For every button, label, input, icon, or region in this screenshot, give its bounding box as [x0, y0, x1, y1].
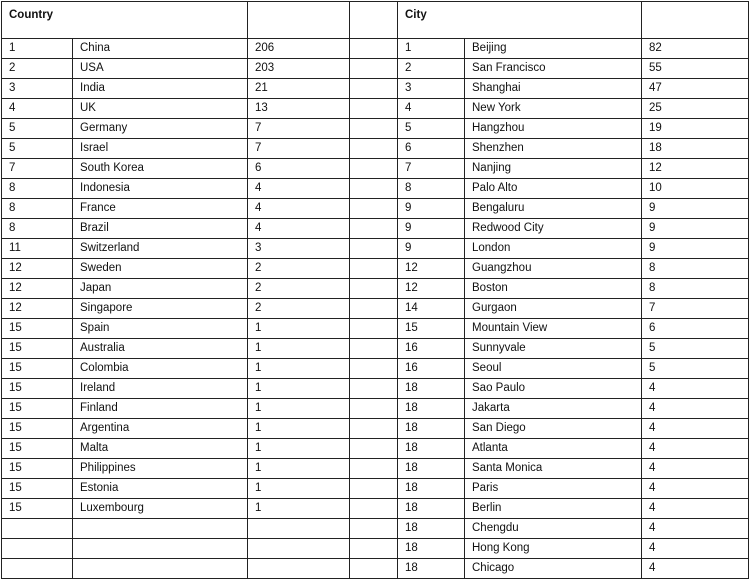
country-name-cell: Ireland: [73, 379, 248, 399]
city-rank-cell: 15: [398, 319, 465, 339]
country-count-cell: 3: [248, 239, 350, 259]
country-name-cell: Singapore: [73, 299, 248, 319]
city-name-cell: Berlin: [465, 499, 642, 519]
country-count-cell: 1: [248, 379, 350, 399]
city-count-cell: 9: [642, 239, 749, 259]
city-rank-cell: 18: [398, 539, 465, 559]
city-count-cell: 47: [642, 79, 749, 99]
city-name-cell: Chicago: [465, 559, 642, 579]
gap-cell: [350, 239, 398, 259]
country-rank-cell: 5: [2, 139, 73, 159]
country-name-cell: Malta: [73, 439, 248, 459]
country-rank-cell: [2, 539, 73, 559]
table-row: [2, 539, 749, 559]
country-name-cell: Colombia: [73, 359, 248, 379]
city-name-cell: Nanjing: [465, 159, 642, 179]
city-name-cell: Sunnyvale: [465, 339, 642, 359]
city-rank-cell: 14: [398, 299, 465, 319]
city-name-cell: Hong Kong: [465, 539, 642, 559]
country-name-cell: India: [73, 79, 248, 99]
city-count-cell: 4: [642, 399, 749, 419]
table-row: [2, 119, 749, 139]
city-name-cell: Gurgaon: [465, 299, 642, 319]
table-row: [2, 99, 749, 119]
city-count-cell: 5: [642, 339, 749, 359]
country-count-cell: [248, 539, 350, 559]
city-name-cell: Sao Paulo: [465, 379, 642, 399]
city-name-cell: Seoul: [465, 359, 642, 379]
city-count-cell: 4: [642, 499, 749, 519]
city-count-cell: 7: [642, 299, 749, 319]
country-rank-cell: 8: [2, 199, 73, 219]
country-count-cell: 1: [248, 419, 350, 439]
country-count-cell: 206: [248, 39, 350, 59]
city-count-cell: 82: [642, 39, 749, 59]
table-row: [2, 399, 749, 419]
table-row: [2, 139, 749, 159]
gap-cell: [350, 459, 398, 479]
country-name-cell: [73, 559, 248, 579]
city-rank-cell: 2: [398, 59, 465, 79]
city-count-cell: 4: [642, 479, 749, 499]
city-rank-cell: 12: [398, 259, 465, 279]
table-row: [2, 159, 749, 179]
city-rank-cell: 18: [398, 379, 465, 399]
city-rank-cell: 18: [398, 459, 465, 479]
country-rank-cell: 15: [2, 339, 73, 359]
gap-header: [350, 2, 398, 39]
table-row: [2, 219, 749, 239]
gap-cell: [350, 299, 398, 319]
table-row: [2, 339, 749, 359]
city-count-cell: 10: [642, 179, 749, 199]
country-count-header: [248, 2, 350, 39]
city-rank-cell: 5: [398, 119, 465, 139]
table-row: [2, 479, 749, 499]
city-rank-cell: 8: [398, 179, 465, 199]
country-rank-cell: 15: [2, 459, 73, 479]
city-name-cell: Beijing: [465, 39, 642, 59]
country-rank-cell: 8: [2, 219, 73, 239]
city-header: City: [398, 2, 642, 39]
city-rank-cell: 16: [398, 359, 465, 379]
city-name-cell: Paris: [465, 479, 642, 499]
country-name-cell: South Korea: [73, 159, 248, 179]
country-rank-cell: 12: [2, 299, 73, 319]
country-rank-cell: 15: [2, 399, 73, 419]
country-rank-cell: 1: [2, 39, 73, 59]
city-rank-cell: 12: [398, 279, 465, 299]
city-count-cell: 4: [642, 439, 749, 459]
city-count-cell: 5: [642, 359, 749, 379]
city-count-cell: 4: [642, 539, 749, 559]
city-rank-cell: 9: [398, 239, 465, 259]
city-count-cell: 12: [642, 159, 749, 179]
country-name-cell: Switzerland: [73, 239, 248, 259]
country-rank-cell: 11: [2, 239, 73, 259]
table-row: [2, 239, 749, 259]
gap-cell: [350, 439, 398, 459]
country-count-cell: 2: [248, 259, 350, 279]
city-count-header: [642, 2, 749, 39]
country-count-cell: 7: [248, 119, 350, 139]
country-count-cell: [248, 559, 350, 579]
table-row: [2, 199, 749, 219]
table-row: [2, 559, 749, 579]
city-count-cell: 4: [642, 519, 749, 539]
city-rank-cell: 9: [398, 219, 465, 239]
table-row: [2, 59, 749, 79]
city-name-cell: Chengdu: [465, 519, 642, 539]
country-count-cell: 1: [248, 479, 350, 499]
country-count-cell: 1: [248, 439, 350, 459]
gap-cell: [350, 199, 398, 219]
city-name-cell: Santa Monica: [465, 459, 642, 479]
gap-cell: [350, 379, 398, 399]
country-name-cell: Germany: [73, 119, 248, 139]
country-header: Country: [2, 2, 248, 39]
gap-cell: [350, 479, 398, 499]
city-count-cell: 4: [642, 559, 749, 579]
city-rank-cell: 18: [398, 439, 465, 459]
country-name-cell: Brazil: [73, 219, 248, 239]
gap-cell: [350, 59, 398, 79]
city-name-cell: Atlanta: [465, 439, 642, 459]
country-name-cell: Finland: [73, 399, 248, 419]
country-count-cell: 203: [248, 59, 350, 79]
table-row: [2, 459, 749, 479]
country-rank-cell: [2, 519, 73, 539]
country-count-cell: 4: [248, 199, 350, 219]
country-rank-cell: [2, 559, 73, 579]
country-name-cell: Israel: [73, 139, 248, 159]
gap-cell: [350, 359, 398, 379]
table-row: [2, 299, 749, 319]
city-rank-cell: 18: [398, 499, 465, 519]
city-rank-cell: 4: [398, 99, 465, 119]
country-rank-cell: 15: [2, 359, 73, 379]
city-rank-cell: 18: [398, 479, 465, 499]
city-count-cell: 8: [642, 279, 749, 299]
country-count-cell: [248, 519, 350, 539]
country-name-cell: [73, 519, 248, 539]
city-count-cell: 4: [642, 379, 749, 399]
table-row: [2, 319, 749, 339]
country-count-cell: 1: [248, 319, 350, 339]
country-name-cell: France: [73, 199, 248, 219]
city-count-cell: 4: [642, 419, 749, 439]
country-name-cell: Spain: [73, 319, 248, 339]
country-rank-cell: 12: [2, 259, 73, 279]
country-count-cell: 1: [248, 459, 350, 479]
gap-cell: [350, 419, 398, 439]
table-row: [2, 179, 749, 199]
header-row: [2, 2, 749, 39]
city-rank-cell: 1: [398, 39, 465, 59]
table-row: [2, 379, 749, 399]
city-count-cell: 19: [642, 119, 749, 139]
gap-cell: [350, 159, 398, 179]
country-count-cell: 6: [248, 159, 350, 179]
city-name-cell: Hangzhou: [465, 119, 642, 139]
gap-cell: [350, 179, 398, 199]
country-count-cell: 13: [248, 99, 350, 119]
country-count-cell: 4: [248, 179, 350, 199]
country-count-cell: 2: [248, 299, 350, 319]
country-count-cell: 7: [248, 139, 350, 159]
country-count-cell: 1: [248, 499, 350, 519]
table-row: [2, 259, 749, 279]
country-name-cell: UK: [73, 99, 248, 119]
table-row: [2, 419, 749, 439]
country-count-cell: 4: [248, 219, 350, 239]
gap-cell: [350, 319, 398, 339]
table-row: [2, 359, 749, 379]
city-rank-cell: 18: [398, 419, 465, 439]
country-name-cell: Argentina: [73, 419, 248, 439]
city-count-cell: 9: [642, 199, 749, 219]
city-rank-cell: 9: [398, 199, 465, 219]
gap-cell: [350, 39, 398, 59]
city-count-cell: 25: [642, 99, 749, 119]
city-name-cell: Redwood City: [465, 219, 642, 239]
gap-cell: [350, 279, 398, 299]
country-rank-cell: 3: [2, 79, 73, 99]
table-row: [2, 279, 749, 299]
country-rank-cell: 12: [2, 279, 73, 299]
city-name-cell: San Diego: [465, 419, 642, 439]
city-name-cell: Jakarta: [465, 399, 642, 419]
city-name-cell: New York: [465, 99, 642, 119]
country-rank-cell: 15: [2, 419, 73, 439]
city-rank-cell: 16: [398, 339, 465, 359]
city-name-cell: Boston: [465, 279, 642, 299]
gap-cell: [350, 519, 398, 539]
city-count-cell: 4: [642, 459, 749, 479]
country-name-cell: Australia: [73, 339, 248, 359]
city-rank-cell: 18: [398, 559, 465, 579]
country-name-cell: Estonia: [73, 479, 248, 499]
country-rank-cell: 5: [2, 119, 73, 139]
gap-cell: [350, 79, 398, 99]
city-name-cell: San Francisco: [465, 59, 642, 79]
city-rank-cell: 18: [398, 519, 465, 539]
country-rank-cell: 8: [2, 179, 73, 199]
city-rank-cell: 18: [398, 399, 465, 419]
gap-cell: [350, 399, 398, 419]
gap-cell: [350, 539, 398, 559]
country-rank-cell: 15: [2, 319, 73, 339]
table-row: [2, 79, 749, 99]
gap-cell: [350, 139, 398, 159]
city-count-cell: 55: [642, 59, 749, 79]
country-name-cell: Indonesia: [73, 179, 248, 199]
city-name-cell: Palo Alto: [465, 179, 642, 199]
gap-cell: [350, 499, 398, 519]
gap-cell: [350, 219, 398, 239]
country-rank-cell: 7: [2, 159, 73, 179]
country-rank-cell: 15: [2, 439, 73, 459]
gap-cell: [350, 99, 398, 119]
country-count-cell: 1: [248, 339, 350, 359]
country-name-cell: Sweden: [73, 259, 248, 279]
country-rank-cell: 4: [2, 99, 73, 119]
country-count-cell: 1: [248, 399, 350, 419]
country-count-cell: 21: [248, 79, 350, 99]
gap-cell: [350, 339, 398, 359]
city-rank-cell: 6: [398, 139, 465, 159]
country-count-cell: 2: [248, 279, 350, 299]
country-name-cell: [73, 539, 248, 559]
city-name-cell: Shenzhen: [465, 139, 642, 159]
country-name-cell: China: [73, 39, 248, 59]
table-row: [2, 439, 749, 459]
gap-cell: [350, 119, 398, 139]
country-name-cell: USA: [73, 59, 248, 79]
country-rank-cell: 2: [2, 59, 73, 79]
city-count-cell: 6: [642, 319, 749, 339]
table-row: [2, 499, 749, 519]
country-name-cell: Japan: [73, 279, 248, 299]
city-name-cell: London: [465, 239, 642, 259]
city-count-cell: 9: [642, 219, 749, 239]
ranking-table: [1, 1, 749, 579]
city-count-cell: 8: [642, 259, 749, 279]
country-rank-cell: 15: [2, 479, 73, 499]
city-name-cell: Guangzhou: [465, 259, 642, 279]
country-name-cell: Luxembourg: [73, 499, 248, 519]
city-name-cell: Mountain View: [465, 319, 642, 339]
table-row: [2, 39, 749, 59]
city-name-cell: Shanghai: [465, 79, 642, 99]
country-name-cell: Philippines: [73, 459, 248, 479]
country-rank-cell: 15: [2, 379, 73, 399]
gap-cell: [350, 259, 398, 279]
city-count-cell: 18: [642, 139, 749, 159]
gap-cell: [350, 559, 398, 579]
table-row: [2, 519, 749, 539]
city-rank-cell: 7: [398, 159, 465, 179]
city-name-cell: Bengaluru: [465, 199, 642, 219]
city-rank-cell: 3: [398, 79, 465, 99]
country-rank-cell: 15: [2, 499, 73, 519]
country-count-cell: 1: [248, 359, 350, 379]
